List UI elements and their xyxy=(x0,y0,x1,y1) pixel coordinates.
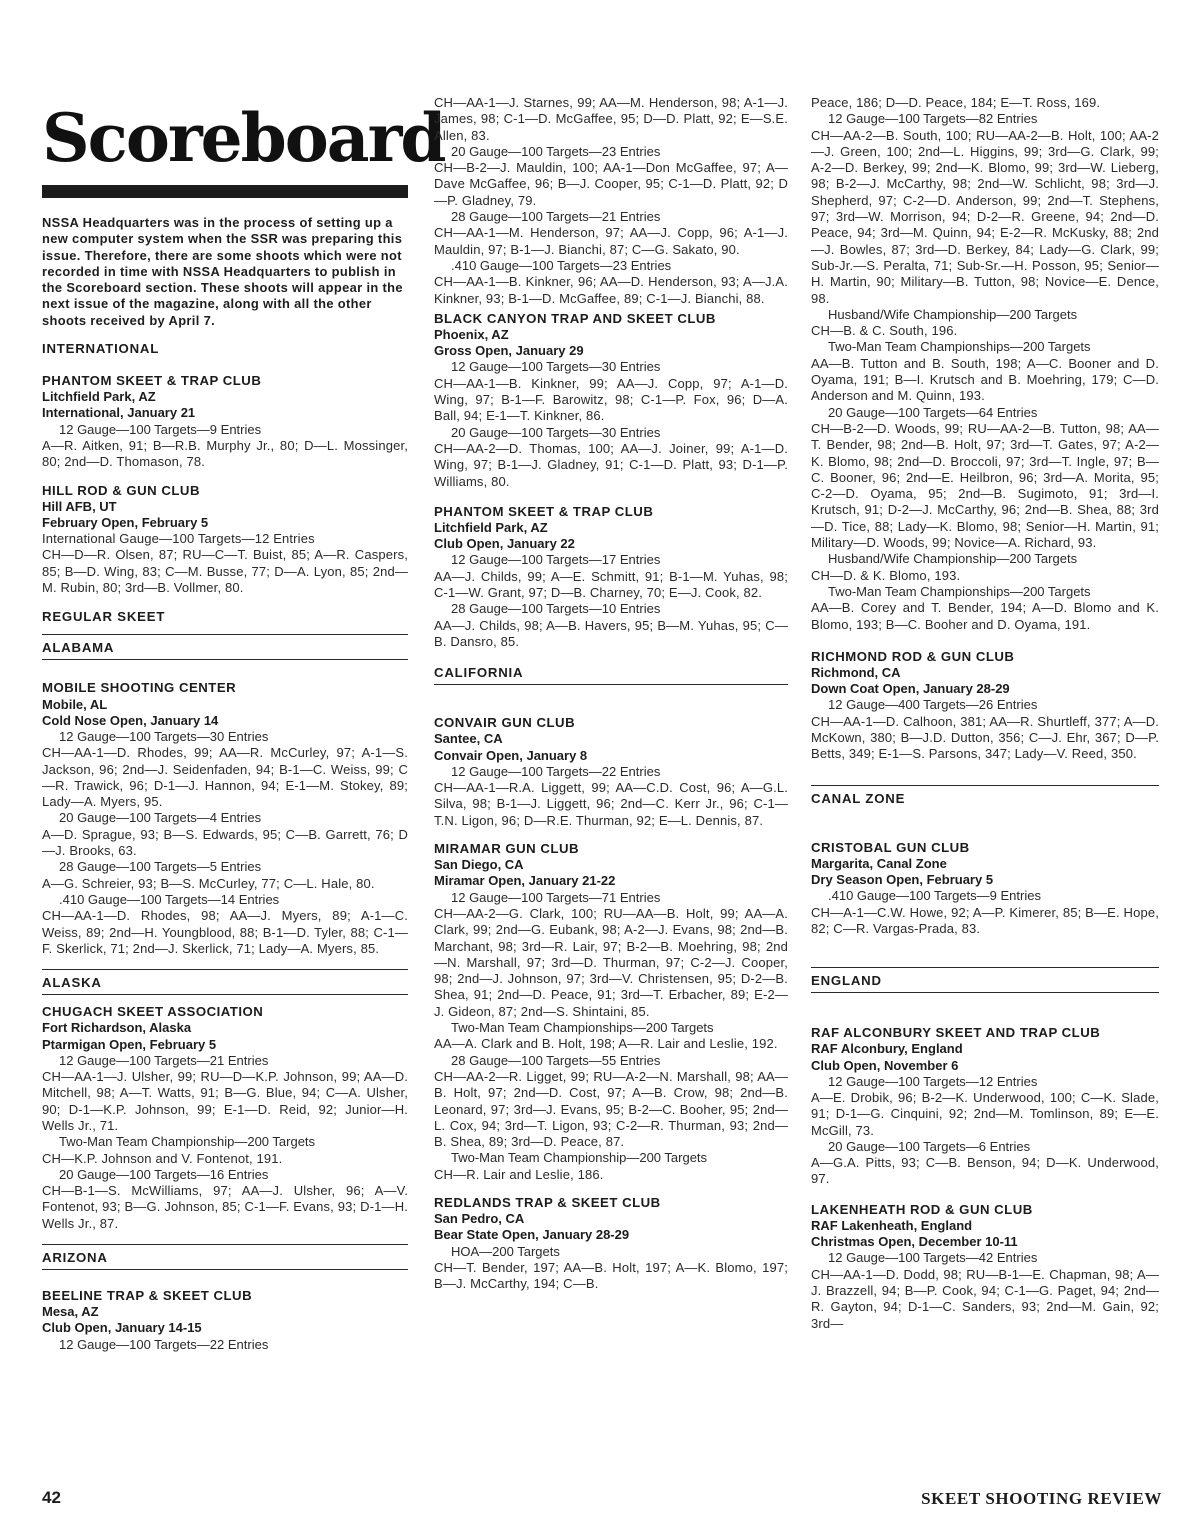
event-heading: 28 Gauge—100 Targets—5 Entries xyxy=(59,859,262,875)
club-name: PHANTOM SKEET & TRAP CLUB xyxy=(434,503,654,519)
club-location: RAF Alconbury, England xyxy=(811,1041,963,1057)
event-heading: 12 Gauge—100 Targets—12 Entries xyxy=(828,1073,1038,1089)
club-event: Bear State Open, January 28-29 xyxy=(434,1227,630,1243)
club-event: Club Open, November 6 xyxy=(811,1057,959,1073)
region-heading-regular-skeet: REGULAR SKEET xyxy=(42,609,166,625)
event-heading: 28 Gauge—100 Targets—21 Entries xyxy=(451,209,661,225)
club-entry xyxy=(811,1025,1159,1188)
event-results: CH—R. Lair and Leslie, 186. xyxy=(434,1166,604,1182)
event-results: Peace, 186; D—D. Peace, 184; E—T. Ross, 169. xyxy=(811,95,1101,110)
event-results: CH—AA-1—J. Ulsher, 99; RU—D—K.P. Johnson, 99; AA—D. Mitchell, 98; A—T. Watts, 91; B—G. Blue, 94; C—A. Ulsher, 90; D-1—K.P. Johnson, 99; E-1—D. Reid, 92; Junior—H. Wells Jr., 71. xyxy=(42,1069,408,1133)
region-heading-alaska: ALASKA xyxy=(42,969,408,995)
club-location: RAF Lakenheath, England xyxy=(811,1217,973,1233)
club-entry xyxy=(811,1202,1159,1332)
event-heading: 12 Gauge—100 Targets—82 Entries xyxy=(828,111,1038,127)
event-heading: .410 Gauge—100 Targets—9 Entries xyxy=(828,888,1041,904)
club-location: Mesa, AZ xyxy=(42,1304,99,1320)
column-2 xyxy=(434,95,788,1304)
club-event: Christmas Open, December 10-11 xyxy=(811,1234,1018,1250)
club-event: February Open, February 5 xyxy=(42,514,209,530)
club-event: Dry Season Open, February 5 xyxy=(811,872,994,887)
column-1 xyxy=(42,95,445,1365)
region-heading-california: CALIFORNIA xyxy=(434,664,788,685)
club-name: RAF ALCONBURY SKEET AND TRAP CLUB xyxy=(811,1025,1101,1041)
club-entry xyxy=(42,373,408,471)
event-results: CH—T. Bender, 197; AA—B. Holt, 197; A—K. Blomo, 197; B—J. McCarthy, 194; C—B. xyxy=(434,1259,788,1292)
event-results: CH—B. & C. South, 196. xyxy=(811,323,958,339)
club-entry xyxy=(42,1004,408,1232)
event-results: AA—A. Clark and B. Holt, 198; A—R. Lair and Leslie, 192. xyxy=(434,1036,778,1052)
event-heading: Husband/Wife Championship—200 Targets xyxy=(828,306,1078,322)
intro-paragraph: NSSA Headquarters was in the process of setting up a new computer system when the SSR was preparing this issue. Therefore, there are some shoots which were not recorded in time with NSSA Headquarters to publish in the Scoreboard section. These shoots will appear in the next issue of the magazine, along with all the other shoots received by April 7. xyxy=(42,215,403,328)
event-heading: 12 Gauge—100 Targets—22 Entries xyxy=(59,1336,269,1352)
masthead-rule xyxy=(42,185,408,198)
region-heading-alabama: ALABAMA xyxy=(42,634,408,660)
event-heading: .410 Gauge—100 Targets—23 Entries xyxy=(451,257,672,273)
event-results: A—D. Sprague, 93; B—S. Edwards, 95; C—B. Garrett, 76; D—J. Brooks, 63. xyxy=(42,826,408,859)
club-location: Fort Richardson, Alaska xyxy=(42,1020,192,1036)
event-heading: Two-Man Team Championships—200 Targets xyxy=(451,1020,714,1036)
club-entry xyxy=(42,483,408,597)
event-heading: 12 Gauge—100 Targets—21 Entries xyxy=(59,1052,269,1068)
event-results: CH—AA-1—D. Calhoon, 381; AA—R. Shurtleff, 377; A—D. McKown, 380; B—J.D. Dutton, 356; C—J. Ehr, 367; D—P. Betts, 349; E-1—S. Parsons, 347; Lady—V. Reed, 350. xyxy=(811,713,1159,762)
club-name: MIRAMAR GUN CLUB xyxy=(434,841,579,857)
event-heading: Two-Man Team Championship—200 Targets xyxy=(59,1134,316,1150)
club-entry xyxy=(434,841,788,1183)
event-results: A—E. Drobik, 96; B-2—K. Underwood, 100; C—K. Slade, 91; D-1—G. Cinquini, 92; 2nd—M. Tomlinson, 89; E—E. McGill, 73. xyxy=(811,1090,1159,1138)
event-results: CH—AA-1—D. Rhodes, 98; AA—J. Myers, 89; A-1—C. Weiss, 89; 2nd—H. Youngblood, 88; B-1—D. Tyler, 88; C-1—F. Skerlick, 71; 2nd—J. Skerlick, 71; Lady—A. Myers, 85. xyxy=(42,908,408,956)
club-location: Mobile, AL xyxy=(42,696,108,712)
event-results: CH—B-2—J. Mauldin, 100; AA-1—Don McGaffee, 97; A—Dave McGaffee, 96; B—J. Cooper, 95; C-1—D. Platt, 92; D—P. Gladney, 79. xyxy=(434,160,788,208)
column-3 xyxy=(811,95,1159,1344)
publication-title: SKEET SHOOTING REVIEW xyxy=(921,1489,1162,1508)
club-location: San Pedro, CA xyxy=(434,1211,525,1227)
club-entry xyxy=(434,504,788,650)
club-entry xyxy=(42,680,408,957)
club-location: Margarita, Canal Zone xyxy=(811,855,947,871)
event-results: CH—K.P. Johnson and V. Fontenot, 191. xyxy=(42,1150,283,1166)
event-heading: 20 Gauge—100 Targets—16 Entries xyxy=(59,1166,269,1182)
club-location: Phoenix, AZ xyxy=(434,327,509,343)
club-name: REDLANDS TRAP & SKEET CLUB xyxy=(434,1194,661,1210)
region-heading-international: INTERNATIONAL xyxy=(42,341,160,357)
club-name: CHUGACH SKEET ASSOCIATION xyxy=(42,1004,264,1020)
event-results: CH—AA-1—D. Dodd, 98; RU—B-1—E. Chapman, 98; A—J. Brazzell, 94; B—P. Cook, 94; C-1—G. Paget, 94; 2nd—R. Gayton, 94; D-1—C. Sanders, 93; 2nd—M. Gain, 92; 3rd— xyxy=(811,1266,1159,1331)
club-location: San Diego, CA xyxy=(434,857,524,873)
event-results: CH—AA-1—J. Starnes, 99; AA—M. Henderson, 98; A-1—J. James, 98; C-1—D. McGaffee, 95; D—D. Platt, 92; E—S.E. Allen, 83. xyxy=(434,95,788,143)
club-name: RICHMOND ROD & GUN CLUB xyxy=(811,648,1015,664)
masthead-title: Scoreboard xyxy=(42,99,445,177)
event-results: CH—AA-2—G. Clark, 100; RU—AA—B. Holt, 99; AA—A. Clark, 99; 2nd—G. Eubank, 98; A-2—J. Evans, 98; 2nd—B. Marchant, 98; 3rd—R. Lair, 97; B-2—B. Moehring, 98; 2nd—N. Marshall, 97; 3rd—D. Thurman, 97; C-2—J. Cooper, 98; 2nd—J. Johnson, 97; 3rd—V. Christensen, 95; D-2—B. Shea, 91; 2nd—D. Peace, 91; 3rd—T. Erbacher, 89; E-2—J. Gideon, 87; 2nd—S. Shintaini, 85. xyxy=(434,905,788,1019)
club-entry xyxy=(811,649,1159,763)
event-heading: 12 Gauge—100 Targets—17 Entries xyxy=(451,552,661,568)
event-results: CH—AA-2—D. Thomas, 100; AA—J. Joiner, 99; A-1—D. Wing, 97; B-1—J. Gladney, 91; C-1—D. Platt, 93; D-1—P. Williams, 80. xyxy=(434,440,788,489)
event-heading: .410 Gauge—100 Targets—14 Entries xyxy=(59,891,280,907)
event-results: CH—AA-1—B. Kinkner, 99; AA—J. Copp, 97; A-1—D. Wing, 97; B-1—F. Barowitz, 98; C-1—P. Fox, 96; D—A. Ball, 94; E-1—T. Kinkner, 86. xyxy=(434,375,788,424)
event-heading: 12 Gauge—100 Targets—30 Entries xyxy=(59,728,269,744)
club-name: BLACK CANYON TRAP AND SKEET CLUB xyxy=(434,310,716,326)
region-heading-england: ENGLAND xyxy=(811,967,1159,993)
event-results: CH—D. & K. Blomo, 193. xyxy=(811,567,961,583)
club-location: Santee, CA xyxy=(434,731,503,747)
event-heading: 20 Gauge—100 Targets—30 Entries xyxy=(451,424,661,440)
club-name: CRISTOBAL GUN CLUB xyxy=(811,839,970,855)
club-event: International, January 21 xyxy=(42,405,196,421)
club-name: CONVAIR GUN CLUB xyxy=(434,715,576,731)
event-heading: 12 Gauge—100 Targets—9 Entries xyxy=(59,421,262,437)
club-location: Litchfield Park, AZ xyxy=(434,520,548,536)
event-heading: 28 Gauge—100 Targets—55 Entries xyxy=(451,1052,661,1068)
event-heading: Two-Man Team Championships—200 Targets xyxy=(828,339,1091,355)
event-results: A—G.A. Pitts, 93; C—B. Benson, 94; D—K. Underwood, 97. xyxy=(811,1155,1159,1187)
club-event: Cold Nose Open, January 14 xyxy=(42,712,219,728)
event-heading: Two-Man Team Championship—200 Targets xyxy=(451,1150,708,1166)
event-results: CH—B-2—D. Woods, 99; RU—AA-2—B. Tutton, 98; AA—T. Bender, 98; 2nd—B. Holt, 97; 3rd—T. Gates, 97; A-2—K. Blomo, 98; 2nd—D. Broccoli, 97; 3rd—T. Ingle, 97; B—C. Booner, 96; 2nd—E. Heilbron, 96; 3rd—A. Morita, 95; C-2—D. Oyama, 95; 2nd—B. Sugimoto, 91; 3rd—I. Krutsch, 91; D-2—J. McCarthy, 96; 2nd—B. Shea, 88; 3rd—D. Tice, 88; Lady—K. Blomo, 98; Senior—H. Martin, 91; Military—D. Woods, 99; Novice—A. Richard, 93. xyxy=(811,420,1159,551)
event-heading: 12 Gauge—100 Targets—30 Entries xyxy=(451,359,661,375)
event-results: AA—J. Childs, 99; A—E. Schmitt, 91; B-1—M. Yuhas, 98; C-1—W. Grant, 97; D—B. Charney, 70; E—J. Cook, 82. xyxy=(434,568,788,601)
event-heading: 28 Gauge—100 Targets—10 Entries xyxy=(451,601,661,617)
club-event: Club Open, January 14-15 xyxy=(42,1320,202,1336)
club-name: HILL ROD & GUN CLUB xyxy=(42,482,200,498)
event-heading: 20 Gauge—100 Targets—64 Entries xyxy=(828,404,1038,420)
event-heading: 12 Gauge—400 Targets—26 Entries xyxy=(828,697,1038,713)
club-name: LAKENHEATH ROD & GUN CLUB xyxy=(811,1201,1033,1217)
club-entry xyxy=(434,1195,788,1293)
event-results: CH—D—R. Olsen, 87; RU—C—T. Buist, 85; A—R. Caspers, 85; B—D. Wing, 83; C—M. Busse, 77; D—A. Lyon, 85; 2nd—M. Rubin, 80; 3rd—B. Vollmer, 80. xyxy=(42,547,408,596)
event-results: CH—AA-2—B. South, 100; RU—AA-2—B. Holt, 100; AA-2—J. Green, 100; 2nd—L. Higgins, 99; 3rd—G. Clark, 99; A-2—D. Berkey, 99; 2nd—K. Blomo, 99; 3rd—W. Lieberg, 98; B-2—J. McCarthy, 98; 2nd—W. Schlicht, 98; 3rd—J. Shepherd, 97; C-2—D. Anderson, 99; 2nd—T. Stephens, 97; 3rd—W. Morrison, 94; D-2—R. Greene, 94; 2nd—D. Peace, 94; 3rd—M. Quinn, 94; E-2—R. McKusky, 88; 2nd—J. Bowles, 87; 3rd—D. Berkey, 84; Lady—G. Clark, 99; Sub-Jr.—S. Peralta, 71; Sub-Sr.—H. Posson, 95; Senior—H. Martin, 90; Military—B. Tutton, 98; Novice—E. Dence, 98. xyxy=(811,127,1159,306)
event-heading: International Gauge—100 Targets—12 Entries xyxy=(42,531,315,547)
event-results: CH—AA-1—D. Rhodes, 99; AA—R. McCurley, 97; A-1—S. Jackson, 96; 2nd—J. Seidenfaden, 94; B-1—C. Weiss, 99; C—R. Trawick, 96; D-1—J. Hannon, 94; E-1—M. Stokey, 89; Lady—A. Myers, 95. xyxy=(42,745,408,810)
club-location: Litchfield Park, AZ xyxy=(42,389,156,405)
event-results: CH—AA-2—R. Ligget, 99; RU—A-2—N. Marshall, 98; AA—B. Holt, 97; 2nd—D. Cost, 97; A—B. Crow, 98; 2nd—B. Leonard, 97; 3rd—J. Evans, 95; B-2—C. Booher, 95; 2nd—L. Cox, 94; 3rd—T. Ligon, 93; C-2—R. Thurman, 93; 2nd—B. Shea, 89; 3rd—D. Peace, 87. xyxy=(434,1068,788,1150)
event-results: AA—B. Corey and T. Bender, 194; A—D. Blomo and K. Blomo, 193; B—C. Booher and D. Oyama, 191. xyxy=(811,600,1159,632)
club-entry xyxy=(434,715,788,829)
club-name: MOBILE SHOOTING CENTER xyxy=(42,680,237,696)
event-heading: 20 Gauge—100 Targets—6 Entries xyxy=(828,1138,1031,1154)
page-number: 42 xyxy=(42,1488,61,1507)
club-event: Ptarmigan Open, February 5 xyxy=(42,1036,217,1052)
club-name: BEELINE TRAP & SKEET CLUB xyxy=(42,1288,253,1304)
event-heading: 12 Gauge—100 Targets—71 Entries xyxy=(451,889,661,905)
event-results: A—G. Schreier, 93; B—S. McCurley, 77; C—L. Hale, 80. xyxy=(42,875,375,891)
region-heading-arizona: ARIZONA xyxy=(42,1244,408,1270)
club-event: Gross Open, January 29 xyxy=(434,343,584,359)
event-heading: HOA—200 Targets xyxy=(451,1243,560,1259)
club-event: Convair Open, January 8 xyxy=(434,747,588,763)
event-heading: 20 Gauge—100 Targets—4 Entries xyxy=(59,810,262,826)
club-entry xyxy=(42,1288,408,1353)
event-results: CH—AA-1—B. Kinkner, 96; AA—D. Henderson, 93; A—J.A. Kinkner, 93; B-1—D. McGaffee, 89; C-1—J. Bianchi, 88. xyxy=(434,274,788,306)
event-results: A—R. Aitken, 91; B—R.B. Murphy Jr., 80; D—L. Mossinger, 80; 2nd—D. Thomason, 78. xyxy=(42,437,408,470)
event-heading: 20 Gauge—100 Targets—23 Entries xyxy=(451,143,661,159)
event-results: CH—B-1—S. McWilliams, 97; AA—J. Ulsher, 96; A—V. Fontenot, 93; B—G. Johnson, 85; C-1—F. Evans, 93; D-1—H. Wells Jr., 87. xyxy=(42,1183,408,1231)
event-heading: Two-Man Team Championships—200 Targets xyxy=(828,583,1091,599)
club-entry xyxy=(811,840,1159,938)
event-results: CH—AA-1—M. Henderson, 97; AA—J. Copp, 96; A-1—J. Mauldin, 97; B-1—J. Bianchi, 87; C—G. Sakato, 90. xyxy=(434,225,788,257)
event-results: CH—AA-1—R.A. Liggett, 99; AA—C.D. Cost, 96; A—G.L. Silva, 98; B-1—J. Liggett, 96; 2nd—C. Kerr Jr., 96; C-1—T.N. Ligon, 96; D—R.E. Thurman, 92; E—L. Dennis, 87. xyxy=(434,780,788,828)
club-event: Down Coat Open, January 28-29 xyxy=(811,681,1010,697)
club-event: Club Open, January 22 xyxy=(434,536,575,552)
club-location: Hill AFB, UT xyxy=(42,498,117,514)
event-results: AA—B. Tutton and B. South, 198; A—C. Booner and D. Oyama, 191; B—I. Krutsch and B. Moehring, 179; C—D. Anderson and M. Quinn, 193. xyxy=(811,355,1159,404)
region-heading-canal-zone: CANAL ZONE xyxy=(811,785,1159,810)
event-heading: 12 Gauge—100 Targets—42 Entries xyxy=(828,1250,1038,1266)
club-location: Richmond, CA xyxy=(811,665,901,680)
club-entry xyxy=(434,311,788,490)
club-event: Miramar Open, January 21-22 xyxy=(434,873,616,889)
event-heading: 12 Gauge—100 Targets—22 Entries xyxy=(451,763,661,779)
club-name: PHANTOM SKEET & TRAP CLUB xyxy=(42,373,262,389)
event-results: CH—A-1—C.W. Howe, 92; A—P. Kimerer, 85; B—E. Hope, 82; C—R. Vargas-Prada, 83. xyxy=(811,904,1159,936)
event-heading: Husband/Wife Championship—200 Targets xyxy=(828,551,1078,567)
event-results: AA—J. Childs, 98; A—B. Havers, 95; B—M. Yuhas, 95; C—B. Dansro, 85. xyxy=(434,617,788,649)
